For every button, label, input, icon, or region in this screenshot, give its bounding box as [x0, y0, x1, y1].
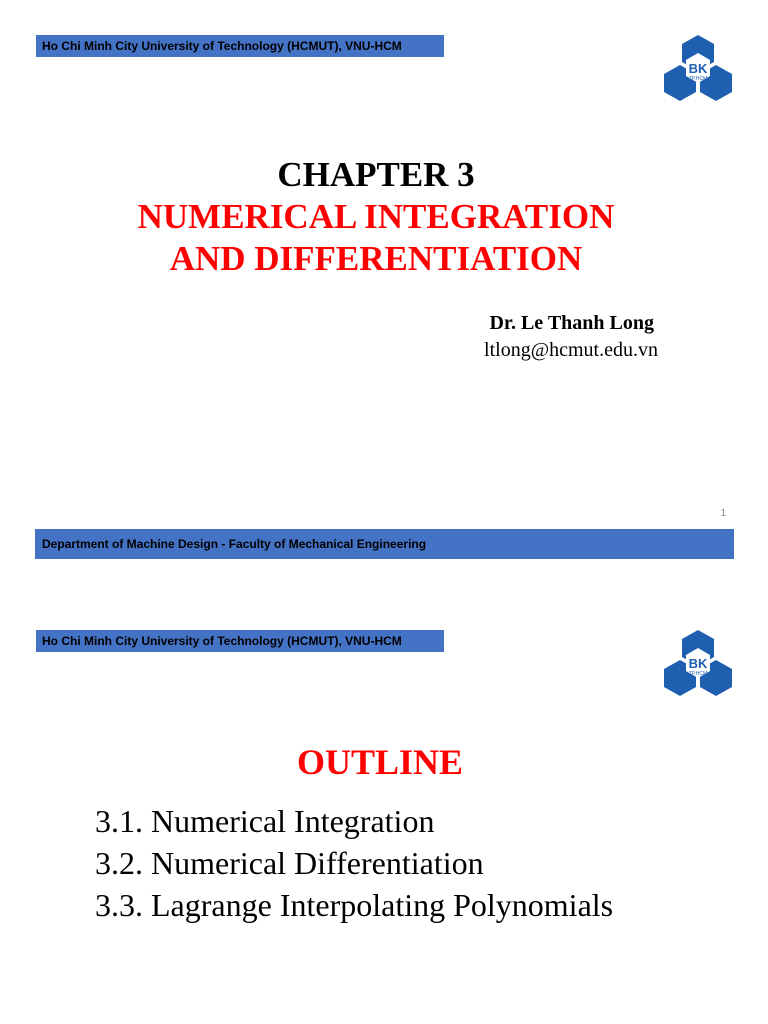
logo-subtext: TP.HCM: [688, 76, 708, 82]
university-banner: Ho Chi Minh City University of Technology (HCMUT), VNU-HCM: [36, 630, 444, 652]
outline-item: 3.2. Numerical Differentiation: [95, 845, 484, 881]
outline-slide: [0, 590, 768, 1024]
logo-text: BK: [688, 61, 708, 76]
university-banner: Ho Chi Minh City University of Technology (HCMUT), VNU-HCM: [36, 35, 444, 57]
bk-logo-icon: [662, 628, 734, 698]
outline-item: 3.3. Lagrange Interpolating Polynomials: [95, 887, 614, 923]
author-email: ltlong@hcmut.edu.vn: [484, 339, 658, 361]
author-name: Dr. Le Thanh Long: [489, 312, 654, 334]
department-banner: Department of Machine Design - Faculty of Mechanical Engineering: [35, 529, 734, 559]
logo-text: BK: [688, 656, 708, 671]
chapter-subtitle-line-2: AND DIFFERENTIATION: [169, 239, 583, 278]
chapter-title: CHAPTER 3: [277, 155, 475, 194]
chapter-subtitle-line-1: NUMERICAL INTEGRATION: [137, 197, 615, 236]
outline-title: OUTLINE: [296, 742, 464, 782]
outline-list: [95, 800, 613, 926]
bk-logo-icon: [662, 33, 734, 103]
logo-subtext: TP.HCM: [688, 671, 708, 677]
outline-item: 3.1. Numerical Integration: [95, 803, 435, 839]
slide-number: 1: [720, 508, 726, 519]
